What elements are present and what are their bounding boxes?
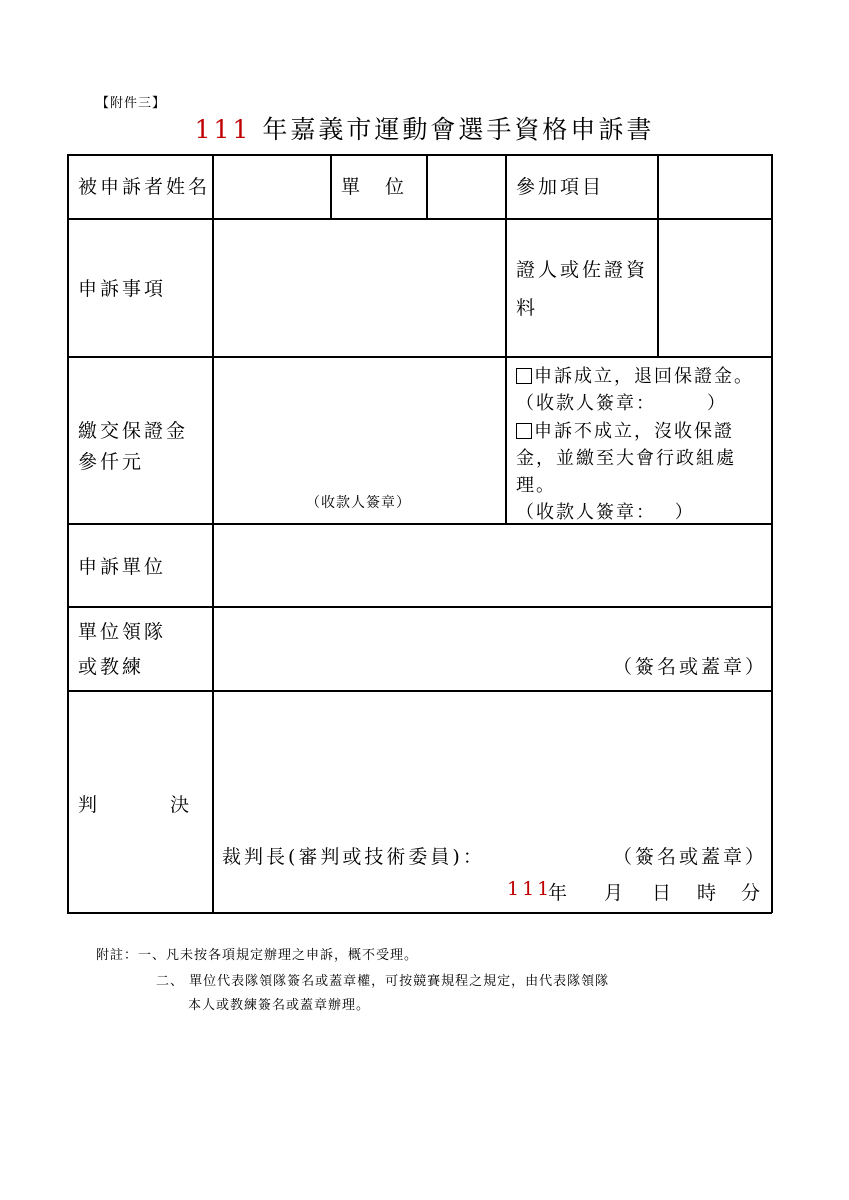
- title-year: 111: [194, 115, 252, 144]
- option-upheld: [516, 362, 754, 388]
- notes-item2-line2: 本人或教練簽名或蓋章辦理。: [188, 998, 371, 1013]
- page-title: [0, 110, 849, 146]
- event-label: 參加項目: [516, 176, 605, 198]
- date-minute-label: 分: [741, 882, 764, 904]
- rejected-checkbox[interactable]: [516, 423, 532, 439]
- option-upheld-sign: （收款人簽章： ）: [516, 393, 727, 414]
- chief-referee-label: 裁判長(審判或技術委員)：: [222, 846, 485, 868]
- leader-coach-sign-caption: （簽名或蓋章）: [613, 656, 768, 678]
- option-upheld-text: 申訴成立，退回保證金。: [534, 366, 754, 387]
- notes-item1: 附註：一、凡未按各項規定辦理之申訴，概不受理。: [96, 948, 419, 963]
- attachment-label: 【附件三】: [96, 96, 167, 111]
- deposit-label-line1: 繳交保證金: [78, 420, 189, 442]
- respondent-name-field[interactable]: [214, 156, 329, 217]
- witness-field[interactable]: [659, 220, 770, 355]
- option-rejected-sign: （收款人簽章： ）: [516, 502, 695, 523]
- deposit-sign-field[interactable]: [214, 358, 504, 488]
- deposit-label-line2: 參仟元: [78, 451, 145, 473]
- table-border-bottom: [67, 912, 772, 914]
- option-rejected: [516, 417, 734, 443]
- column-divider: [505, 154, 507, 524]
- date-year-label: 年: [548, 882, 571, 904]
- date-day-label: 日: [652, 882, 675, 904]
- receiver-sign-caption: （收款人簽章）: [306, 495, 411, 511]
- date-hour-label: 時: [697, 882, 720, 904]
- option-rejected-text: 申訴不成立，沒收保證: [534, 421, 734, 442]
- option-rejected-line2: 金，並繳至大會行政組處: [516, 448, 736, 469]
- verdict-label-left: 判: [78, 794, 101, 816]
- table-border-left: [67, 154, 69, 913]
- verdict-field[interactable]: [214, 692, 770, 822]
- table-border-right: [771, 154, 773, 913]
- complainant-unit-field[interactable]: [214, 525, 770, 605]
- leader-coach-label-line2: 或教練: [78, 656, 145, 678]
- unit-label: 單 位: [341, 176, 408, 198]
- witness-label-line2: 料: [516, 297, 539, 319]
- date-month-label: 月: [604, 882, 627, 904]
- complaint-matter-label: 申訴事項: [78, 278, 167, 300]
- date-year: 111: [507, 878, 553, 900]
- title-text: 年嘉義市運動會選手資格申訴書: [251, 115, 655, 144]
- notes-item2-line1: 二、 單位代表隊領隊簽名或蓋章權，可按競賽規程之規定，由代表隊領隊: [156, 974, 610, 989]
- verdict-label-right: 決: [170, 794, 193, 816]
- column-divider: [330, 154, 332, 219]
- chief-referee-sign-caption: （簽名或蓋章）: [613, 846, 768, 868]
- leader-coach-label-line1: 單位領隊: [78, 621, 167, 643]
- witness-label-line1: 證人或佐證資: [516, 259, 649, 281]
- option-rejected-line3: 理。: [516, 475, 556, 496]
- complainant-unit-label: 申訴單位: [78, 556, 167, 578]
- upheld-checkbox[interactable]: [516, 368, 532, 384]
- respondent-name-label: 被申訴者姓名: [78, 176, 211, 198]
- event-field[interactable]: [659, 156, 770, 217]
- notes-prefix: 附註：: [96, 948, 139, 963]
- unit-field[interactable]: [428, 156, 504, 217]
- complaint-matter-field[interactable]: [214, 220, 504, 355]
